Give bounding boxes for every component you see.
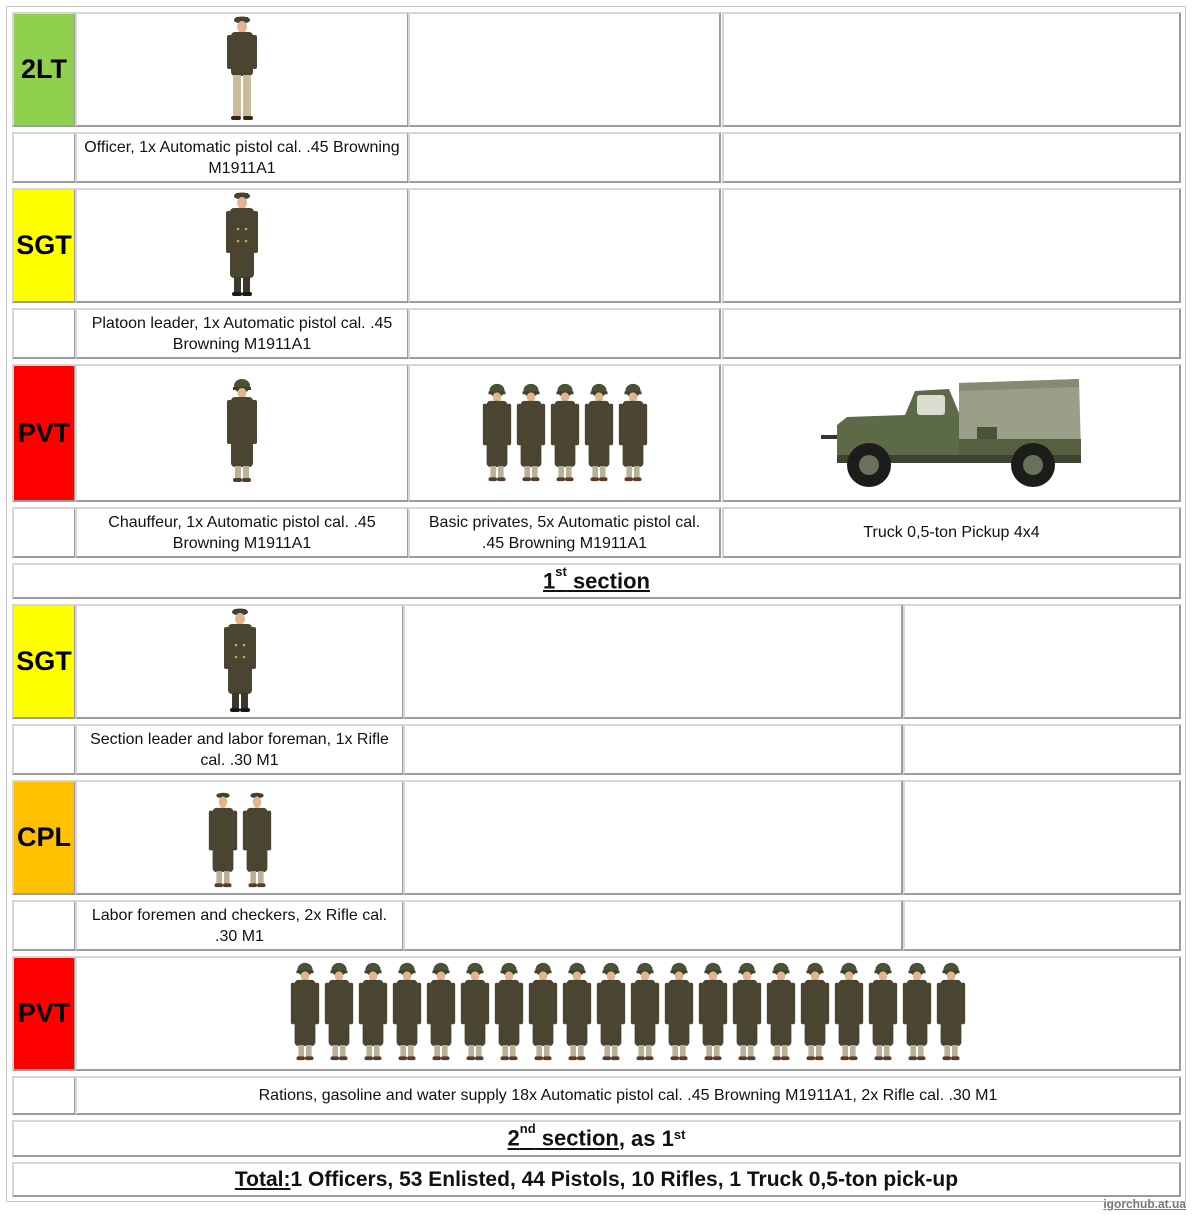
private-figure [934, 959, 968, 1065]
rank-pvt [12, 364, 76, 502]
rank-sgt [12, 188, 76, 303]
empty-cell [12, 1076, 76, 1115]
officer-figure-cell [75, 12, 409, 127]
rank-label: SGT [16, 646, 72, 676]
empty-cell [408, 188, 721, 303]
foremen-figure-cell [75, 780, 404, 895]
rank-2lt [12, 12, 76, 127]
private-figure [662, 959, 696, 1065]
total-label: Total: [234, 1167, 291, 1191]
platoon-leader-caption: Platoon leader, 1x Automatic pistol cal. .45 Browning M1911A1 [75, 308, 409, 359]
empty-cell [722, 188, 1181, 303]
private-figure [288, 959, 322, 1065]
private-figure [322, 959, 356, 1065]
sergeant-figure [220, 605, 260, 717]
private-figure [390, 959, 424, 1065]
truck-cell [722, 364, 1181, 502]
empty-cell [403, 724, 903, 775]
empty-cell [903, 604, 1181, 719]
rank-pvt [12, 956, 76, 1071]
platoon-leader-figure-cell [75, 188, 409, 303]
private-figure [900, 959, 934, 1065]
total-row [12, 1162, 1181, 1197]
section-privates-figure-cell [75, 956, 1181, 1071]
empty-cell [408, 308, 721, 359]
private-figure [424, 959, 458, 1065]
rank-label: 2LT [21, 54, 67, 84]
truck-picture [817, 369, 1087, 497]
empty-cell [903, 724, 1181, 775]
rank-label: CPL [17, 822, 71, 852]
corporal-figure [206, 787, 240, 891]
section-privates-caption: Rations, gasoline and water supply 18x Automatic pistol cal. .45 Browning M1911A1, 2x Rifle cal. .30 M1 [75, 1076, 1181, 1115]
officer-caption: Officer, 1x Automatic pistol cal. .45 Browning M1911A1 [75, 132, 409, 183]
rank-label: PVT [17, 998, 71, 1028]
empty-cell [408, 12, 721, 127]
corporal-figure [240, 787, 274, 891]
chauffeur-figure-cell [75, 364, 409, 502]
chauffeur-caption: Chauffeur, 1x Automatic pistol cal. .45 Browning M1911A1 [75, 507, 409, 558]
orbat-table [6, 6, 1186, 1202]
section-2-heading: 2nd section , as 1 $^{st}$ [12, 1120, 1181, 1157]
empty-cell [903, 900, 1181, 951]
empty-cell [12, 308, 76, 359]
private-figure [514, 380, 548, 486]
empty-cell [12, 507, 76, 558]
private-figure-row [288, 959, 968, 1065]
rank-label: PVT [17, 417, 71, 448]
rank-cpl [12, 780, 76, 895]
private-figure [764, 959, 798, 1065]
rank-sgt [12, 604, 76, 719]
basic-privates-figure-cell [408, 364, 721, 502]
empty-cell [722, 308, 1181, 359]
private-figure [730, 959, 764, 1065]
foremen-caption: Labor foremen and checkers, 2x Rifle cal. .30 M1 [75, 900, 404, 951]
private-figure [628, 959, 662, 1065]
private-figure [866, 959, 900, 1065]
private-figure-row [480, 380, 650, 486]
empty-cell [403, 900, 903, 951]
empty-cell [722, 12, 1181, 127]
empty-cell [403, 604, 903, 719]
private-figure [832, 959, 866, 1065]
rank-label: SGT [16, 230, 72, 260]
private-figure [548, 380, 582, 486]
private-figure [480, 380, 514, 486]
officer-figure [222, 13, 262, 125]
private-figure [798, 959, 832, 1065]
private-figure [582, 380, 616, 486]
corporal-figure-row [206, 787, 274, 891]
section-leader-figure-cell [75, 604, 404, 719]
private-figure [560, 959, 594, 1065]
empty-cell [903, 780, 1181, 895]
empty-cell [403, 780, 903, 895]
private-figure [492, 959, 526, 1065]
truck-caption: Truck 0,5-ton Pickup 4x4 [722, 507, 1181, 558]
empty-cell [722, 132, 1181, 183]
empty-cell [408, 132, 721, 183]
private-figure [526, 959, 560, 1065]
total-text: 1 Officers, 53 Enlisted, 44 Pistols, 10 Rifles, 1 Truck 0,5-ton pick-up [290, 1167, 959, 1191]
basic-privates-caption: Basic privates, 5x Automatic pistol cal. .45 Browning M1911A1 [408, 507, 721, 558]
empty-cell [12, 900, 76, 951]
private-figure [696, 959, 730, 1065]
private-figure [616, 380, 650, 486]
private-figure [594, 959, 628, 1065]
sergeant-figure [222, 189, 262, 301]
private-figure [458, 959, 492, 1065]
section-1-heading: 1st section [12, 563, 1181, 599]
section-leader-caption: Section leader and labor foreman, 1x Rifle cal. .30 M1 [75, 724, 404, 775]
empty-cell [12, 132, 76, 183]
private-figure [224, 378, 260, 486]
empty-cell [12, 724, 76, 775]
private-figure [356, 959, 390, 1065]
watermark: igorchub.at.ua [1103, 1197, 1186, 1211]
